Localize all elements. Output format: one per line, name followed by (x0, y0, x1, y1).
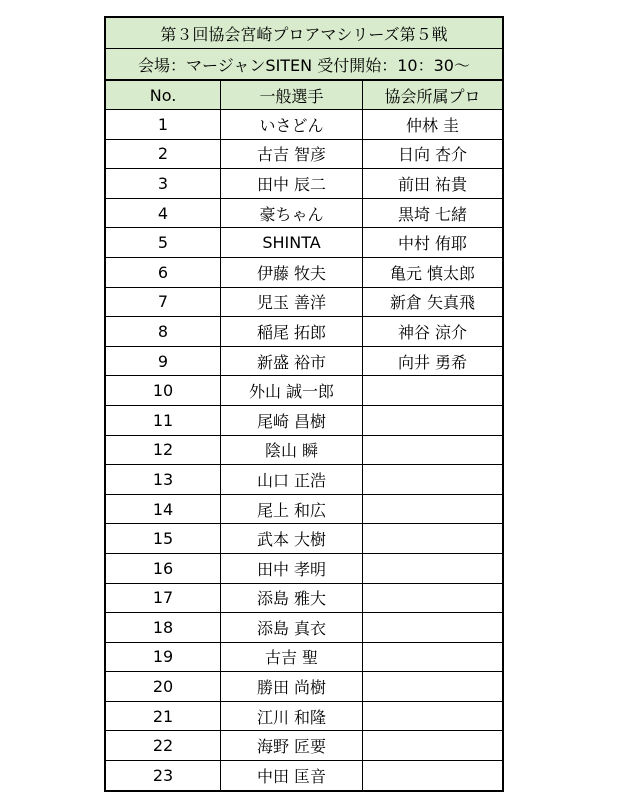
cell-general-player: 江川 和隆 (221, 701, 363, 731)
cell-general-player: 尾上 和広 (221, 494, 363, 524)
cell-association-pro: 仲林 圭 (363, 110, 503, 140)
table-row (106, 110, 502, 140)
cell-association-pro (363, 701, 503, 731)
cell-no: 10 (106, 376, 221, 406)
cell-general-player: 田中 孝明 (221, 553, 363, 583)
table-row (106, 435, 502, 465)
cell-association-pro (363, 613, 503, 643)
cell-association-pro: 新倉 矢真飛 (363, 287, 503, 317)
cell-association-pro: 亀元 慎太郎 (363, 257, 503, 287)
event-title: 第３回協会宮崎プロアマシリーズ第５戦 (106, 18, 502, 49)
cell-association-pro (363, 642, 503, 672)
cell-no: 18 (106, 613, 221, 643)
cell-no: 6 (106, 257, 221, 287)
cell-association-pro (363, 435, 503, 465)
cell-no: 11 (106, 405, 221, 435)
cell-association-pro: 向井 勇希 (363, 346, 503, 376)
cell-general-player: 田中 辰二 (221, 169, 363, 199)
table-row (106, 613, 502, 643)
cell-general-player: 伊藤 牧夫 (221, 257, 363, 287)
cell-general-player: 尾崎 昌樹 (221, 405, 363, 435)
cell-general-player: 中田 匡音 (221, 761, 363, 790)
cell-general-player: 添島 真衣 (221, 613, 363, 643)
column-header-no: No. (106, 81, 221, 110)
table-row (106, 701, 502, 731)
table-row (106, 494, 502, 524)
table-row (106, 761, 502, 790)
cell-association-pro: 神谷 涼介 (363, 317, 503, 347)
cell-association-pro (363, 524, 503, 554)
cell-no: 5 (106, 228, 221, 258)
table-row (106, 169, 502, 199)
cell-general-player: SHINTA (221, 228, 363, 258)
cell-no: 16 (106, 553, 221, 583)
cell-association-pro: 中村 侑耶 (363, 228, 503, 258)
cell-general-player: いさどん (221, 110, 363, 140)
cell-no: 14 (106, 494, 221, 524)
roster-table (106, 81, 502, 790)
cell-no: 15 (106, 524, 221, 554)
cell-association-pro (363, 553, 503, 583)
roster-body (106, 110, 502, 790)
cell-general-player: 古吉 智彦 (221, 139, 363, 169)
cell-association-pro (363, 583, 503, 613)
cell-no: 12 (106, 435, 221, 465)
table-row (106, 376, 502, 406)
table-row (106, 198, 502, 228)
cell-no: 1 (106, 110, 221, 140)
table-row (106, 465, 502, 495)
cell-association-pro (363, 465, 503, 495)
table-row (106, 405, 502, 435)
cell-association-pro: 前田 祐貴 (363, 169, 503, 199)
cell-association-pro: 黒埼 七緒 (363, 198, 503, 228)
table-row (106, 553, 502, 583)
table-row (106, 672, 502, 702)
cell-no: 19 (106, 642, 221, 672)
column-header-association-pro: 協会所属プロ (363, 81, 503, 110)
cell-no: 20 (106, 672, 221, 702)
table-row (106, 228, 502, 258)
cell-no: 9 (106, 346, 221, 376)
cell-association-pro (363, 731, 503, 761)
cell-general-player: 豪ちゃん (221, 198, 363, 228)
cell-no: 17 (106, 583, 221, 613)
cell-association-pro (363, 494, 503, 524)
cell-no: 23 (106, 761, 221, 790)
table-row (106, 257, 502, 287)
table-row (106, 287, 502, 317)
venue-and-reception-time: 会場：マージャンSITEN 受付開始：10：30〜 (106, 49, 502, 81)
cell-general-player: 勝田 尚樹 (221, 672, 363, 702)
cell-no: 21 (106, 701, 221, 731)
cell-general-player: 稲尾 拓郎 (221, 317, 363, 347)
cell-no: 22 (106, 731, 221, 761)
cell-general-player: 児玉 善洋 (221, 287, 363, 317)
cell-no: 8 (106, 317, 221, 347)
cell-no: 7 (106, 287, 221, 317)
cell-no: 3 (106, 169, 221, 199)
table-row (106, 583, 502, 613)
cell-association-pro: 日向 杏介 (363, 139, 503, 169)
table-row (106, 317, 502, 347)
cell-general-player: 海野 匠要 (221, 731, 363, 761)
cell-general-player: 添島 雅大 (221, 583, 363, 613)
cell-no: 4 (106, 198, 221, 228)
cell-general-player: 山口 正浩 (221, 465, 363, 495)
cell-general-player: 陰山 瞬 (221, 435, 363, 465)
column-header-general-player: 一般選手 (221, 81, 363, 110)
cell-no: 2 (106, 139, 221, 169)
table-row (106, 524, 502, 554)
cell-association-pro (363, 672, 503, 702)
table-row (106, 139, 502, 169)
cell-association-pro (363, 376, 503, 406)
cell-general-player: 古吉 聖 (221, 642, 363, 672)
header-row (106, 81, 502, 110)
roster-sheet (104, 16, 504, 792)
table-row (106, 642, 502, 672)
table-row (106, 731, 502, 761)
cell-general-player: 新盛 裕市 (221, 346, 363, 376)
cell-general-player: 武本 大樹 (221, 524, 363, 554)
cell-no: 13 (106, 465, 221, 495)
cell-association-pro (363, 761, 503, 790)
cell-general-player: 外山 誠一郎 (221, 376, 363, 406)
cell-association-pro (363, 405, 503, 435)
table-row (106, 346, 502, 376)
